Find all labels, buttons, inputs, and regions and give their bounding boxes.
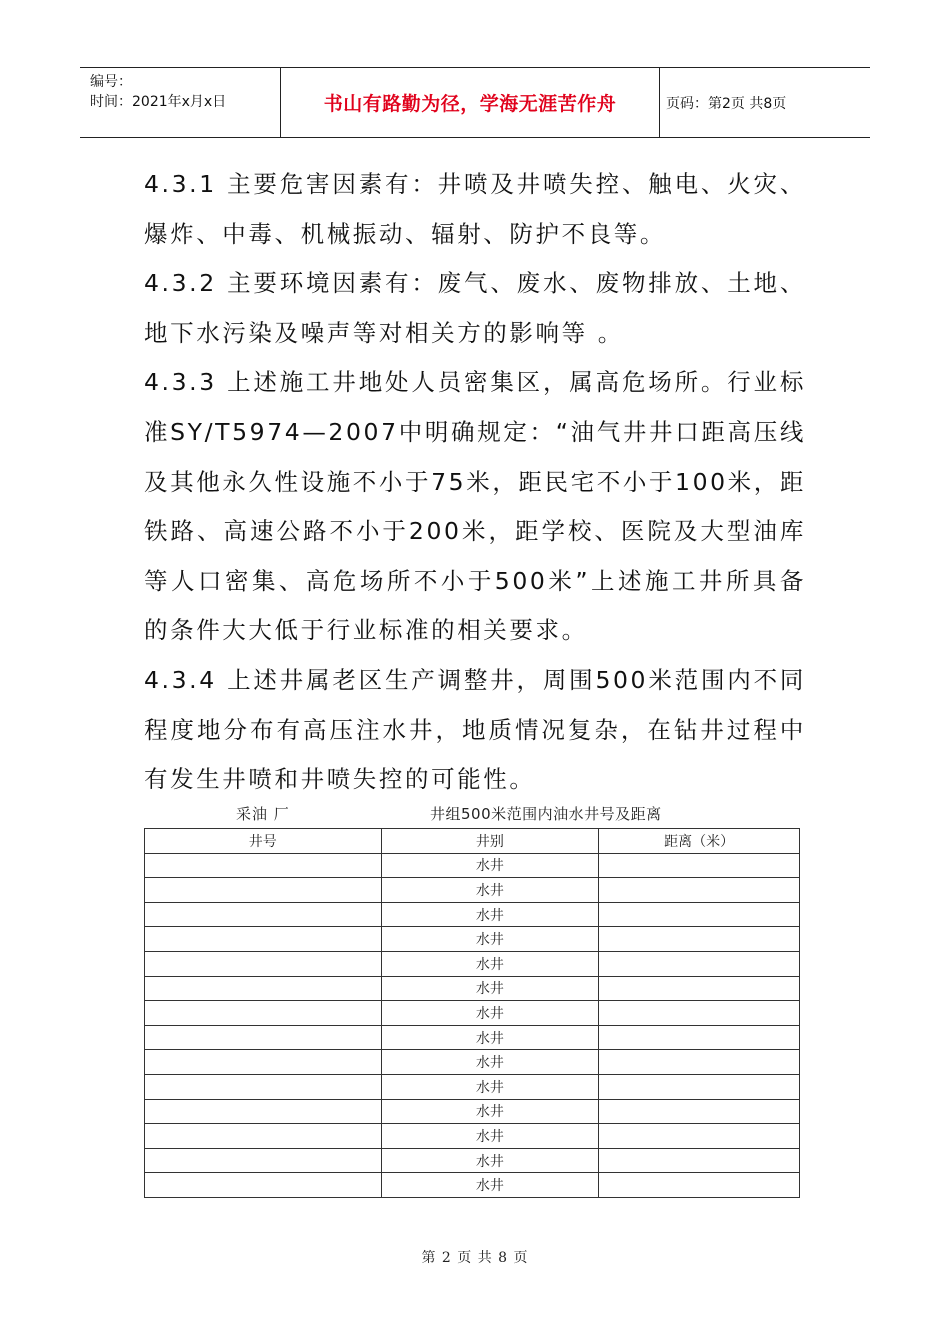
well-type-cell: 水井	[381, 1074, 599, 1099]
document-date: 时间：2021年x月x日	[90, 94, 227, 110]
column-header-distance: 距离（米）	[599, 829, 800, 854]
well-type-cell: 水井	[381, 1001, 599, 1026]
table-row	[145, 1173, 800, 1198]
distance-cell	[599, 1099, 800, 1124]
header-meta	[80, 68, 281, 137]
distance-cell	[599, 902, 800, 927]
column-header-well-number: 井号	[145, 829, 382, 854]
well-number-cell	[145, 1173, 382, 1198]
wells-table	[144, 828, 800, 1198]
distance-cell	[599, 1124, 800, 1149]
table-body	[145, 853, 800, 1197]
table-row	[145, 1074, 800, 1099]
distance-cell	[599, 1173, 800, 1198]
well-type-cell: 水井	[381, 878, 599, 903]
table-row	[145, 902, 800, 927]
distance-cell	[599, 1074, 800, 1099]
table-row	[145, 1001, 800, 1026]
well-number-cell	[145, 853, 382, 878]
table-title: 井组500米范围内油水井号及距离	[430, 805, 662, 823]
table-row	[145, 1025, 800, 1050]
distance-cell	[599, 927, 800, 952]
table-row	[145, 1050, 800, 1075]
well-number-cell	[145, 1025, 382, 1050]
distance-cell	[599, 951, 800, 976]
well-number-cell	[145, 1001, 382, 1026]
well-number-cell	[145, 976, 382, 1001]
well-type-cell: 水井	[381, 951, 599, 976]
distance-cell	[599, 1025, 800, 1050]
table-header-row	[145, 829, 800, 854]
table-row	[145, 1148, 800, 1173]
well-number-cell	[145, 951, 382, 976]
header-motto: 书山有路勤为径，学海无涯苦作舟	[281, 68, 660, 137]
well-number-cell	[145, 1099, 382, 1124]
paragraph-4-3-4: 4.3.4 上述井属老区生产调整井，周围500米范围内不同程度地分布有高压注水井，地质情况复杂，在钻井过程中有发生井喷和井喷失控的可能性。	[144, 665, 806, 794]
well-type-cell: 水井	[381, 1148, 599, 1173]
header-page-info: 页码：第2页 共8页	[666, 95, 787, 112]
well-number-cell	[145, 1124, 382, 1149]
table-row	[145, 927, 800, 952]
table-row	[145, 976, 800, 1001]
table-row	[145, 951, 800, 976]
well-number-cell	[145, 878, 382, 903]
table-row	[145, 878, 800, 903]
well-type-cell: 水井	[381, 1025, 599, 1050]
distance-cell	[599, 1148, 800, 1173]
distance-cell	[599, 1001, 800, 1026]
well-type-cell: 水井	[381, 1050, 599, 1075]
distance-cell	[599, 878, 800, 903]
well-type-cell: 水井	[381, 1099, 599, 1124]
page-header	[80, 67, 870, 138]
well-type-cell: 水井	[381, 853, 599, 878]
well-number-cell	[145, 902, 382, 927]
page-footer: 第 2 页 共 8 页	[421, 1250, 529, 1266]
distance-cell	[599, 853, 800, 878]
column-header-well-type: 井别	[381, 829, 599, 854]
table-row	[145, 1124, 800, 1149]
well-number-cell	[145, 927, 382, 952]
document-body	[144, 160, 806, 805]
table-factory-label: 采油 厂	[236, 805, 290, 823]
document-number-label: 编号：	[90, 74, 132, 90]
paragraph-4-3-2: 4.3.2 主要环境因素有：废气、废水、废物排放、土地、地下水污染及噪声等对相关方的影响等 。	[144, 269, 806, 347]
well-number-cell	[145, 1050, 382, 1075]
paragraph-4-3-1: 4.3.1 主要危害因素有：井喷及井喷失控、触电、火灾、爆炸、中毒、机械振动、辐射、防护不良等。	[144, 170, 806, 248]
table-row	[145, 853, 800, 878]
well-type-cell: 水井	[381, 927, 599, 952]
well-type-cell: 水井	[381, 1173, 599, 1198]
paragraph-4-3-3: 4.3.3 上述施工井地处人员密集区，属高危场所。行业标准SY/T5974—2007中明确规定：“油气井井口距高压线及其他永久性设施不小于75米，距民宅不小于100米，距铁路、高速公路不小于200米，距学校、医院及大型油库等人口密集、高危场所不小于500米”上述施工井所具备的条件大大低于行业标准的相关要求。	[144, 368, 806, 645]
well-type-cell: 水井	[381, 976, 599, 1001]
well-type-cell: 水井	[381, 1124, 599, 1149]
table-row	[145, 1099, 800, 1124]
well-number-cell	[145, 1074, 382, 1099]
distance-cell	[599, 1050, 800, 1075]
well-number-cell	[145, 1148, 382, 1173]
well-type-cell: 水井	[381, 902, 599, 927]
distance-cell	[599, 976, 800, 1001]
